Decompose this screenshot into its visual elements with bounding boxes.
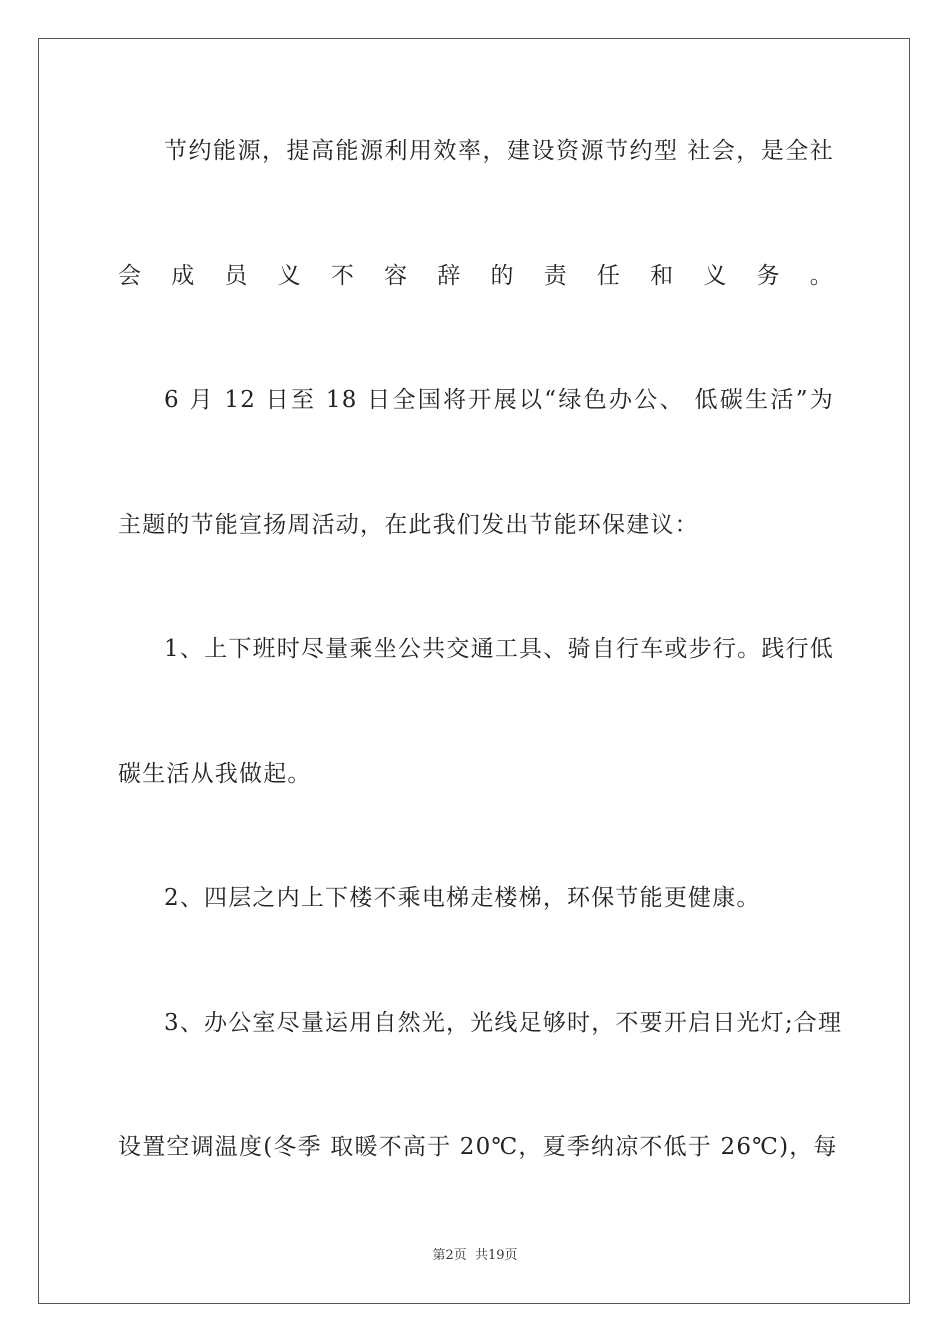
paragraph-3-line-1: 1、上下班时尽量乘坐公共交通工具、骑自行车或步行。践行低 — [164, 636, 834, 662]
page-border — [38, 38, 910, 1304]
paragraph-3-line-2: 碳生活从我做起。 — [118, 761, 312, 787]
paragraph-2-line-1: 6 月 12 日至 18 日全国将开展以“绿色办公、 低碳生活”为 — [164, 387, 834, 413]
paragraph-1-line-2: 会成员义不容辞的责任和义务。 — [118, 263, 834, 289]
paragraph-5-line-2: 设置空调温度(冬季 取暖不高于 20℃，夏季纳凉不低于 26℃)，每 — [118, 1134, 838, 1160]
paragraph-2-line-2: 主题的节能宣扬周活动，在此我们发出节能环保建议： — [118, 512, 699, 538]
page-number: 第2页 — [432, 1248, 467, 1263]
paragraph-4-line-1: 2、四层之内上下楼不乘电梯走楼梯，环保节能更健康。 — [164, 885, 761, 911]
paragraph-1-line-1: 节约能源，提高能源利用效率，建设资源节约型 社会，是全社 — [164, 138, 834, 164]
paragraph-5-line-1: 3、办公室尽量运用自然光，光线足够时，不要开启日光灯;合理 — [164, 1010, 843, 1036]
page-footer — [0, 1247, 950, 1265]
page-total: 共19页 — [474, 1248, 518, 1263]
